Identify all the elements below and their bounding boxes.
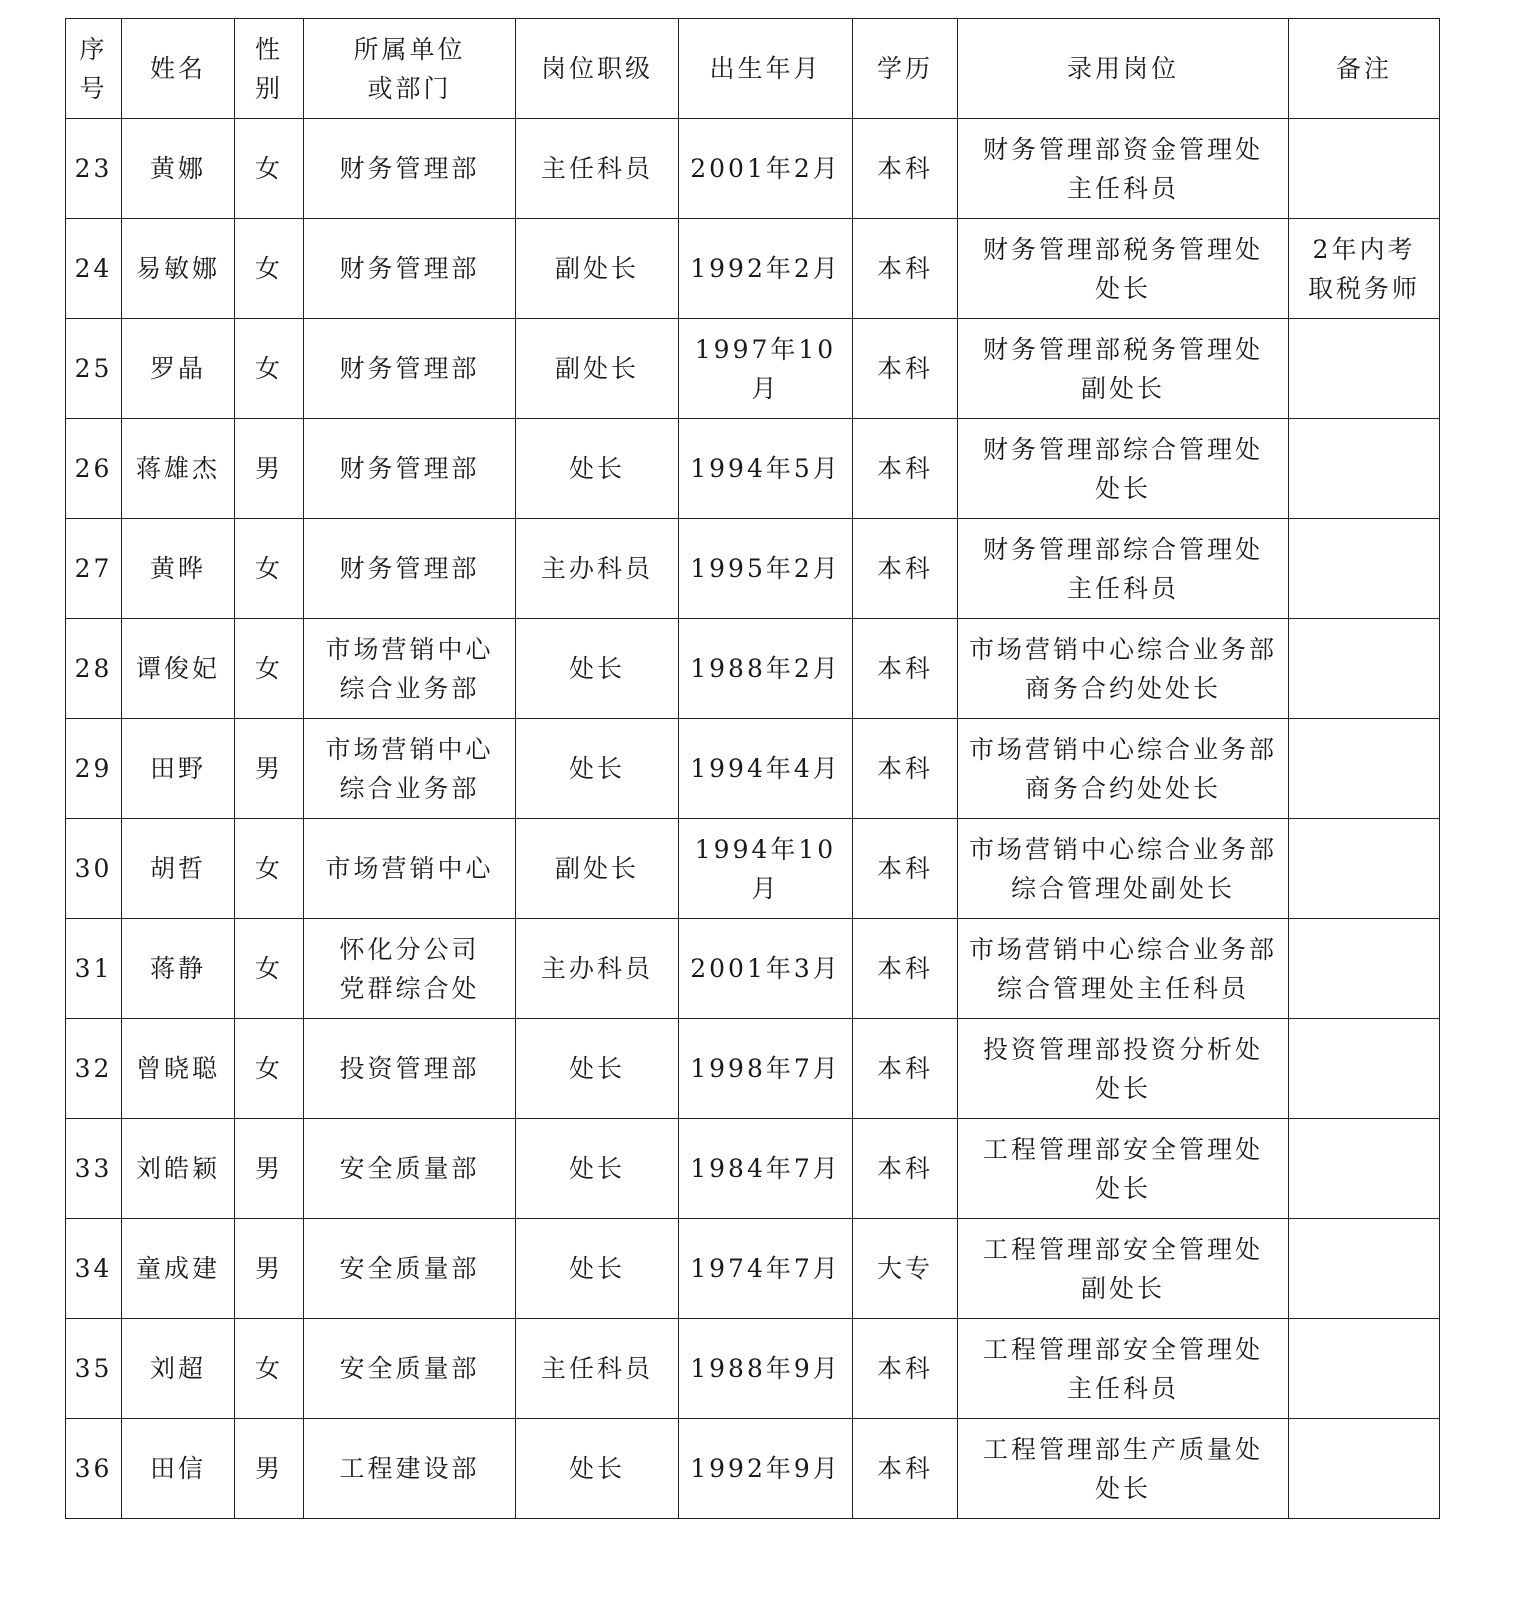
table-row <box>66 1419 1440 1519</box>
table-row <box>66 819 1440 919</box>
cell-post <box>958 419 1289 519</box>
cell-note <box>1289 319 1440 419</box>
cell-post-line: 主任科员 <box>1066 173 1179 203</box>
cell-no: 31 <box>66 919 122 1019</box>
cell-birth: 1994年10月 <box>679 819 853 919</box>
cell-name: 蒋静 <box>122 919 235 1019</box>
table-row <box>66 119 1440 219</box>
cell-unit-line: 工程建设部 <box>339 1454 480 1483</box>
header-line: 岗位职级 <box>540 54 653 83</box>
cell-note <box>1289 119 1440 219</box>
cell-post-line: 处长 <box>1094 473 1151 503</box>
cell-post-line: 处长 <box>1094 273 1151 303</box>
cell-note-line: 取税务师 <box>1307 273 1420 303</box>
table-row <box>66 1219 1440 1319</box>
cell-birth: 1998年7月 <box>679 1019 853 1119</box>
cell-rank: 处长 <box>516 1019 679 1119</box>
cell-unit-line: 投资管理部 <box>339 1054 480 1083</box>
cell-unit <box>304 419 516 519</box>
cell-rank: 主任科员 <box>516 119 679 219</box>
cell-post-line: 处长 <box>1094 1173 1151 1203</box>
header-line: 出生年月 <box>709 54 822 83</box>
cell-education: 本科 <box>853 919 958 1019</box>
cell-unit-line: 安全质量部 <box>339 1154 480 1183</box>
table-body <box>66 119 1440 1519</box>
header-line: 录用岗位 <box>1066 54 1179 83</box>
cell-birth: 1974年7月 <box>679 1219 853 1319</box>
cell-post-line: 市场营销中心综合业务部 <box>968 934 1277 964</box>
cell-post <box>958 219 1289 319</box>
cell-post <box>958 819 1289 919</box>
cell-education: 本科 <box>853 1019 958 1119</box>
personnel-table <box>65 18 1440 1519</box>
header-line: 学历 <box>876 54 933 83</box>
cell-birth: 1997年10月 <box>679 319 853 419</box>
header-rank <box>516 19 679 119</box>
cell-post-line: 副处长 <box>1080 1273 1165 1303</box>
cell-rank: 副处长 <box>516 219 679 319</box>
cell-post <box>958 719 1289 819</box>
cell-no: 24 <box>66 219 122 319</box>
cell-unit-line: 财务管理部 <box>339 254 480 283</box>
table-row <box>66 219 1440 319</box>
cell-gender: 女 <box>235 319 304 419</box>
cell-no: 28 <box>66 619 122 719</box>
cell-unit <box>304 1319 516 1419</box>
cell-post-line: 处长 <box>1094 1073 1151 1103</box>
cell-gender: 男 <box>235 419 304 519</box>
cell-name: 曾晓聪 <box>122 1019 235 1119</box>
cell-rank: 主办科员 <box>516 919 679 1019</box>
cell-education: 本科 <box>853 1319 958 1419</box>
cell-gender: 女 <box>235 619 304 719</box>
cell-unit <box>304 319 516 419</box>
cell-post-line: 工程管理部安全管理处 <box>982 1134 1263 1164</box>
cell-no: 26 <box>66 419 122 519</box>
cell-note <box>1289 619 1440 719</box>
cell-birth: 1992年9月 <box>679 1419 853 1519</box>
cell-gender: 男 <box>235 1419 304 1519</box>
cell-gender: 男 <box>235 719 304 819</box>
cell-name: 易敏娜 <box>122 219 235 319</box>
cell-gender: 男 <box>235 1119 304 1219</box>
cell-no: 36 <box>66 1419 122 1519</box>
header-line: 所属单位 <box>353 34 466 64</box>
cell-post-line: 市场营销中心综合业务部 <box>968 734 1277 764</box>
table-row <box>66 1119 1440 1219</box>
cell-gender: 女 <box>235 919 304 1019</box>
cell-name: 黄娜 <box>122 119 235 219</box>
cell-gender: 女 <box>235 519 304 619</box>
cell-post-line: 财务管理部税务管理处 <box>982 234 1263 264</box>
cell-rank: 处长 <box>516 619 679 719</box>
header-birth <box>679 19 853 119</box>
cell-note <box>1289 919 1440 1019</box>
cell-unit-line: 财务管理部 <box>339 354 480 383</box>
cell-unit <box>304 519 516 619</box>
cell-post <box>958 619 1289 719</box>
cell-post-line: 财务管理部资金管理处 <box>982 134 1263 164</box>
cell-post-line: 商务合约处处长 <box>1024 773 1221 803</box>
header-line: 姓名 <box>149 54 206 83</box>
table-row <box>66 319 1440 419</box>
cell-post <box>958 1119 1289 1219</box>
cell-unit <box>304 819 516 919</box>
cell-unit-line: 怀化分公司 <box>339 934 480 964</box>
table-row <box>66 519 1440 619</box>
cell-unit <box>304 1019 516 1119</box>
header-line: 序 <box>79 34 108 64</box>
cell-name: 田野 <box>122 719 235 819</box>
header-name <box>122 19 235 119</box>
cell-note-line: 2年内考 <box>1312 234 1416 264</box>
cell-unit-line: 财务管理部 <box>339 154 480 183</box>
cell-unit <box>304 719 516 819</box>
cell-name: 童成建 <box>122 1219 235 1319</box>
cell-note <box>1289 1319 1440 1419</box>
cell-no: 25 <box>66 319 122 419</box>
cell-post-line: 商务合约处处长 <box>1024 673 1221 703</box>
cell-post-line: 投资管理部投资分析处 <box>982 1034 1263 1064</box>
table-row <box>66 1319 1440 1419</box>
cell-unit-line: 财务管理部 <box>339 454 480 483</box>
cell-gender: 女 <box>235 819 304 919</box>
cell-name: 蒋雄杰 <box>122 419 235 519</box>
cell-name: 罗晶 <box>122 319 235 419</box>
cell-post-line: 市场营销中心综合业务部 <box>968 634 1277 664</box>
cell-post <box>958 519 1289 619</box>
header-no <box>66 19 122 119</box>
cell-birth: 2001年2月 <box>679 119 853 219</box>
cell-unit-line: 财务管理部 <box>339 554 480 583</box>
cell-gender: 女 <box>235 1319 304 1419</box>
cell-rank: 处长 <box>516 1119 679 1219</box>
cell-birth: 1988年2月 <box>679 619 853 719</box>
cell-rank: 副处长 <box>516 319 679 419</box>
header-line: 号 <box>79 73 108 103</box>
cell-post <box>958 119 1289 219</box>
cell-education: 大专 <box>853 1219 958 1319</box>
cell-unit <box>304 1419 516 1519</box>
header-line: 或部门 <box>367 73 452 103</box>
cell-post-line: 财务管理部综合管理处 <box>982 534 1263 564</box>
cell-post-line: 工程管理部生产质量处 <box>982 1434 1263 1464</box>
cell-unit <box>304 119 516 219</box>
cell-no: 35 <box>66 1319 122 1419</box>
cell-gender: 女 <box>235 1019 304 1119</box>
cell-education: 本科 <box>853 119 958 219</box>
cell-post-line: 主任科员 <box>1066 573 1179 603</box>
cell-rank: 副处长 <box>516 819 679 919</box>
cell-rank: 处长 <box>516 419 679 519</box>
cell-no: 34 <box>66 1219 122 1319</box>
cell-unit <box>304 1119 516 1219</box>
header-line: 备注 <box>1335 54 1392 83</box>
cell-post-line: 财务管理部税务管理处 <box>982 334 1263 364</box>
cell-birth: 1994年5月 <box>679 419 853 519</box>
cell-education: 本科 <box>853 1119 958 1219</box>
header-line: 别 <box>254 73 283 103</box>
header-gender <box>235 19 304 119</box>
cell-no: 27 <box>66 519 122 619</box>
cell-rank: 主任科员 <box>516 1319 679 1419</box>
cell-no: 23 <box>66 119 122 219</box>
cell-unit-line: 安全质量部 <box>339 1254 480 1283</box>
cell-unit-line: 党群综合处 <box>339 973 480 1003</box>
cell-unit-line: 综合业务部 <box>339 673 480 703</box>
cell-note <box>1289 719 1440 819</box>
cell-post-line: 财务管理部综合管理处 <box>982 434 1263 464</box>
cell-note <box>1289 1219 1440 1319</box>
cell-unit-line: 综合业务部 <box>339 773 480 803</box>
table-row <box>66 1019 1440 1119</box>
cell-note <box>1289 1419 1440 1519</box>
cell-post <box>958 1419 1289 1519</box>
cell-education: 本科 <box>853 719 958 819</box>
cell-note <box>1289 219 1440 319</box>
cell-post <box>958 1219 1289 1319</box>
table-row <box>66 619 1440 719</box>
cell-birth: 1994年4月 <box>679 719 853 819</box>
cell-no: 32 <box>66 1019 122 1119</box>
cell-post-line: 市场营销中心综合业务部 <box>968 834 1277 864</box>
cell-unit <box>304 219 516 319</box>
cell-education: 本科 <box>853 219 958 319</box>
cell-post <box>958 1019 1289 1119</box>
table-header-row <box>66 19 1440 119</box>
cell-gender: 女 <box>235 219 304 319</box>
table-row <box>66 919 1440 1019</box>
cell-birth: 1984年7月 <box>679 1119 853 1219</box>
cell-birth: 1988年9月 <box>679 1319 853 1419</box>
header-line: 性 <box>254 34 283 64</box>
cell-post-line: 主任科员 <box>1066 1373 1179 1403</box>
cell-unit-line: 市场营销中心 <box>325 854 494 883</box>
cell-post <box>958 319 1289 419</box>
cell-unit-line: 安全质量部 <box>339 1354 480 1383</box>
cell-note <box>1289 1119 1440 1219</box>
cell-rank: 处长 <box>516 1219 679 1319</box>
cell-no: 33 <box>66 1119 122 1219</box>
header-note <box>1289 19 1440 119</box>
cell-birth: 1992年2月 <box>679 219 853 319</box>
cell-note <box>1289 819 1440 919</box>
cell-post-line: 副处长 <box>1080 373 1165 403</box>
cell-education: 本科 <box>853 1419 958 1519</box>
cell-name: 黄晔 <box>122 519 235 619</box>
cell-post-line: 工程管理部安全管理处 <box>982 1234 1263 1264</box>
cell-post-line: 综合管理处副处长 <box>1010 873 1235 903</box>
cell-no: 30 <box>66 819 122 919</box>
cell-gender: 女 <box>235 119 304 219</box>
cell-education: 本科 <box>853 419 958 519</box>
cell-post <box>958 1319 1289 1419</box>
cell-name: 胡哲 <box>122 819 235 919</box>
cell-rank: 主办科员 <box>516 519 679 619</box>
cell-unit <box>304 1219 516 1319</box>
cell-no: 29 <box>66 719 122 819</box>
cell-birth: 2001年3月 <box>679 919 853 1019</box>
cell-post-line: 处长 <box>1094 1473 1151 1503</box>
cell-birth: 1995年2月 <box>679 519 853 619</box>
cell-unit-line: 市场营销中心 <box>325 734 494 764</box>
cell-name: 刘皓颖 <box>122 1119 235 1219</box>
header-education <box>853 19 958 119</box>
cell-post <box>958 919 1289 1019</box>
table-row <box>66 719 1440 819</box>
header-unit <box>304 19 516 119</box>
cell-rank: 处长 <box>516 1419 679 1519</box>
cell-education: 本科 <box>853 519 958 619</box>
cell-education: 本科 <box>853 319 958 419</box>
cell-note <box>1289 519 1440 619</box>
cell-gender: 男 <box>235 1219 304 1319</box>
header-post <box>958 19 1289 119</box>
cell-unit <box>304 919 516 1019</box>
cell-note <box>1289 1019 1440 1119</box>
cell-post-line: 工程管理部安全管理处 <box>982 1334 1263 1364</box>
cell-post-line: 综合管理处主任科员 <box>996 973 1249 1003</box>
cell-education: 本科 <box>853 819 958 919</box>
cell-name: 刘超 <box>122 1319 235 1419</box>
cell-note <box>1289 419 1440 519</box>
cell-education: 本科 <box>853 619 958 719</box>
table-row <box>66 419 1440 519</box>
cell-name: 谭俊妃 <box>122 619 235 719</box>
cell-unit-line: 市场营销中心 <box>325 634 494 664</box>
cell-name: 田信 <box>122 1419 235 1519</box>
cell-unit <box>304 619 516 719</box>
cell-rank: 处长 <box>516 719 679 819</box>
